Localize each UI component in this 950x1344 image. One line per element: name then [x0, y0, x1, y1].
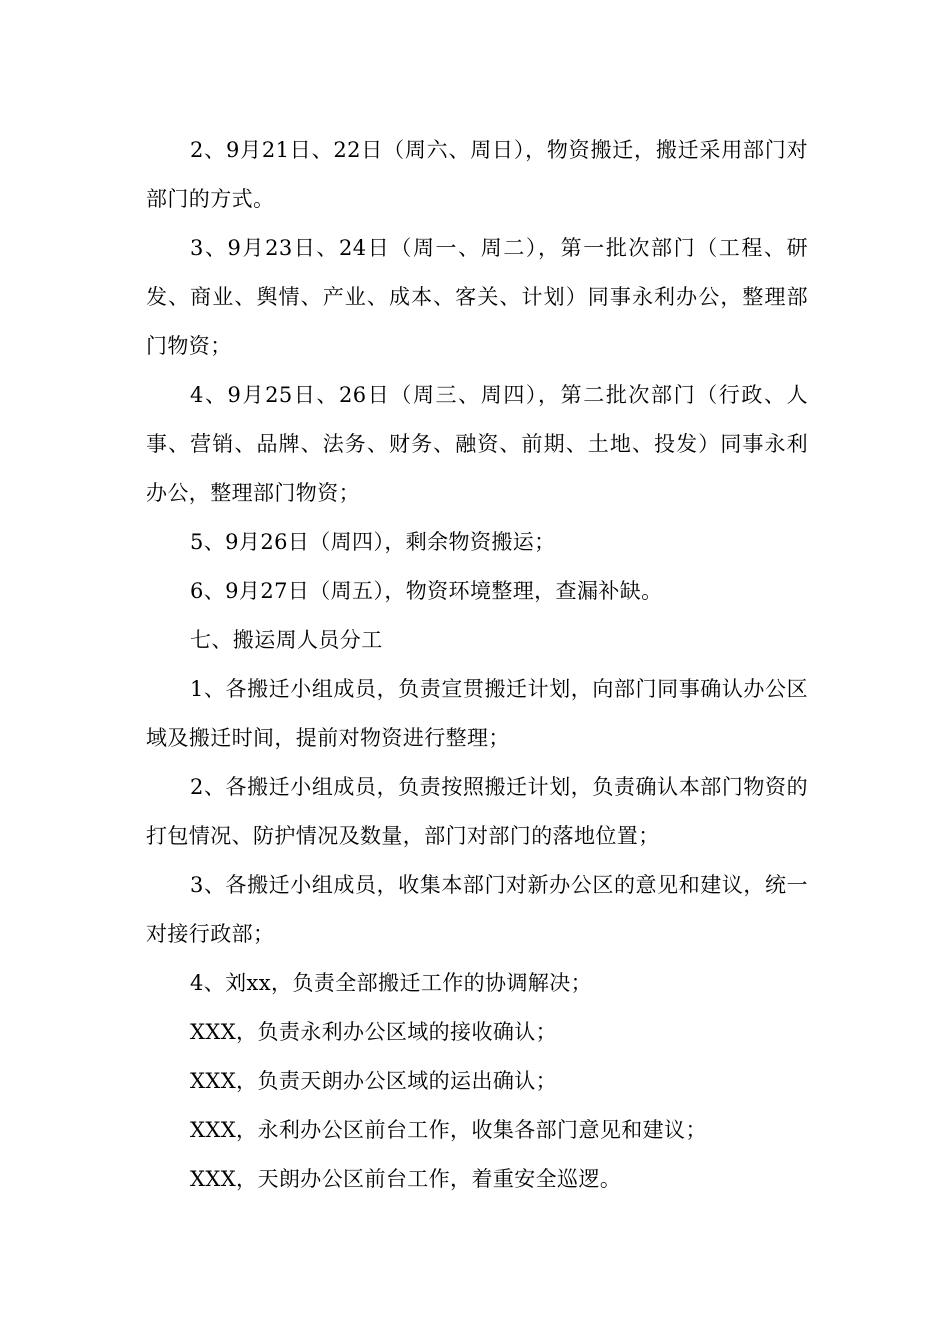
paragraph-second-batch: 4、9月25日、26日（周三、周四），第二批次部门（行政、人事、营销、品牌、法务、财务、融资、前期、土地、投发）同事永利办公，整理部门物资； — [146, 383, 808, 505]
paragraph-staff-tianlang-reception: XXX，天朗办公区前台工作，着重安全巡逻。 — [190, 1167, 622, 1191]
paragraph-first-batch: 3、9月23日、24日（周一、周二），第一批次部门（工程、研发、商业、舆情、产业、成本、客关、计划）同事永利办公，整理部门物资； — [146, 236, 808, 358]
paragraph-duty-2: 2、各搬迁小组成员，负责按照搬迁计划，负责确认本部门物资的打包情况、防护情况及数量，部门对部门的落地位置； — [146, 775, 808, 848]
paragraph-move-weekend: 2、9月21日、22日（周六、周日），物资搬迁，搬迁采用部门对部门的方式。 — [146, 138, 808, 211]
paragraph-duty-4: 4、刘xx，负责全部搬迁工作的协调解决； — [190, 971, 593, 995]
paragraph-environment-cleanup: 6、9月27日（周五），物资环境整理，查漏补缺。 — [190, 579, 663, 603]
paragraph-duty-3: 3、各搬迁小组成员，收集本部门对新办公区的意见和建议，统一对接行政部； — [146, 873, 808, 946]
document-body — [146, 126, 808, 1204]
section-heading-staff-division: 七、搬运周人员分工 — [190, 628, 383, 652]
paragraph-staff-receive: XXX，负责永利办公区域的接收确认； — [190, 1020, 558, 1044]
paragraph-staff-dispatch: XXX，负责天朗办公区域的运出确认； — [190, 1069, 558, 1093]
paragraph-remaining-move: 5、9月26日（周四），剩余物资搬运； — [190, 530, 556, 554]
paragraph-duty-1: 1、各搬迁小组成员，负责宣贯搬迁计划，向部门同事确认办公区域及搬迁时间，提前对物资进行整理； — [146, 677, 808, 750]
paragraph-staff-yongli-reception: XXX，永利办公区前台工作，收集各部门意见和建议； — [190, 1118, 707, 1142]
